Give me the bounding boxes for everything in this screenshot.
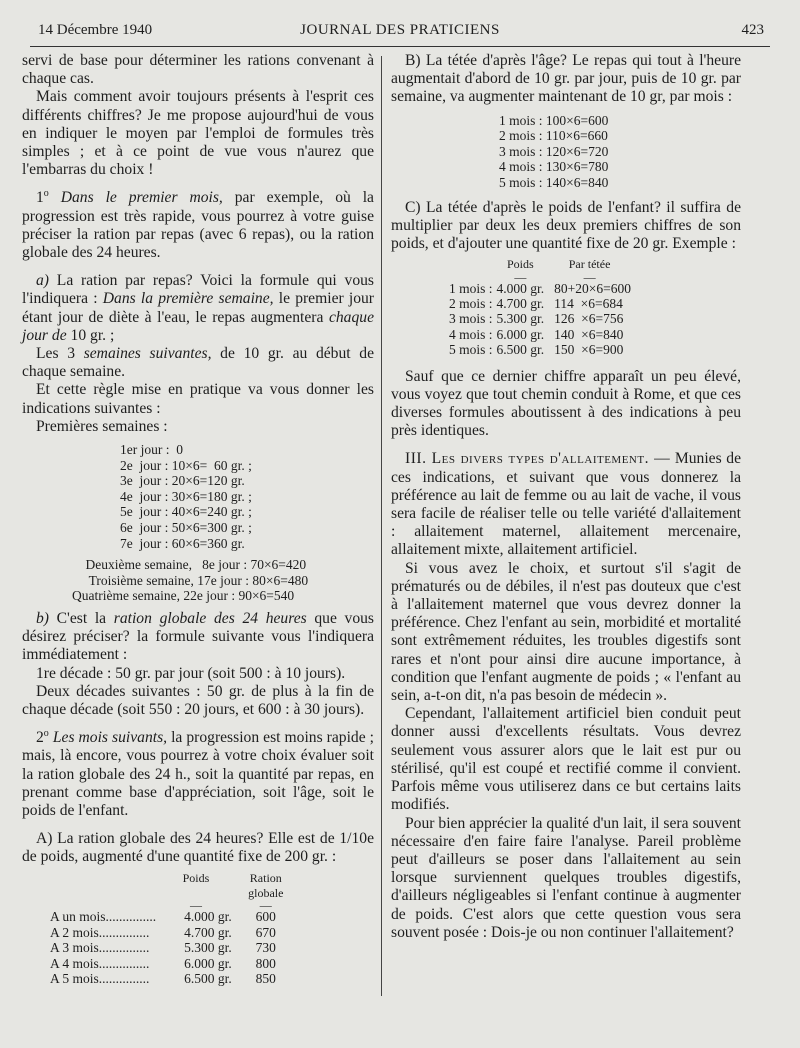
table-row: 5 mois : 6.500 gr. 150 ×6=900 (449, 342, 624, 358)
paragraph: A) La ration globale des 24 heures? Elle est de 1/10e de poids, augmenté d'une quantité fixe de 200 gr. : (22, 830, 374, 866)
table-row: A 5 mois............... 6.500 gr. 850 (50, 971, 276, 987)
left-column (22, 52, 374, 992)
list-item: 2 mois : 110×6=660 (499, 128, 608, 144)
table-header: Ration globale (248, 870, 284, 901)
table-row: A 2 mois............... 4.700 gr. 670 (50, 924, 276, 940)
paragraph: servi de base pour déterminer les rations convenant à chaque cas. (22, 52, 374, 88)
table-header (48, 871, 158, 902)
paragraph: B) La tétée d'après l'âge? Le repas qui tout à l'heure augmentait d'abord de 10 gr. par jour, puis de 10 gr. par semaine, va augmenter maintenant de 10 gr, par mois : (391, 52, 741, 106)
paragraph: 1$^o$ Dans le premier mois, par exemple, où la progression est très rapide, vous pourrez à votre guise préciser la ration par repas (avec 6 repas), ou la ration globale des 24 heures. (22, 188, 374, 262)
table-row: 2 mois : 4.700 gr. 114 ×6=684 (449, 296, 623, 311)
months-list (391, 113, 741, 191)
list-item: 5 mois : 140×6=840 (499, 174, 609, 190)
list-item: 1er jour : 0 (120, 442, 183, 458)
section-heading-paragraph: III. Les divers types d'allaitement. — Munies de ces indications, et suivant que vous donnerez la préférence au lait de femme ou au lait de vache, il vous sera facile de réaliser telle ou telle variété d'allaitement : allaitement maternel, allaitement mercenaire, allaitement mixte, allaitement artificiel. (391, 450, 741, 559)
days-list (22, 442, 374, 551)
list-item: 5e jour : 40×6=240 gr. ; (120, 504, 252, 520)
list-item: 4 mois : 130×6=780 (499, 159, 609, 175)
weeks-list (22, 557, 374, 604)
list-item: 7e jour : 60×6=360 gr. (120, 535, 245, 551)
list-item: 3e jour : 20×6=120 gr. (120, 473, 245, 489)
list-item: 4e jour : 30×6=180 gr. ; (120, 488, 252, 504)
list-item: 2e jour : 10×6= 60 gr. ; (120, 457, 252, 473)
paragraph: a) La ration par repas? Voici la formule qui vous l'indiquera : Dans la première semaine, le premier jour étant jour de diète à l'eau, le repas augmentera chaque jour de 10 gr. ; (22, 272, 374, 344)
right-column (391, 52, 741, 942)
table-row: 4 mois : 6.000 gr. 140 ×6=840 (449, 326, 624, 342)
paragraph: 1re décade : 50 gr. par jour (soit 500 : à 10 jours). (36, 664, 346, 682)
column-divider (381, 56, 382, 996)
paragraph: Pour bien apprécier la qualité d'un lait, il sera souvent nécessaire d'en faire faire l'analyse. Pareil problème peut d'ailleurs se poser dans l'allaitement au sein lorsque surviennent quelques troubles digestifs, d'ailleurs négligeables si l'enfant continue à augmenter de poids. C'est alors que cette question vous sera souvent posée : Dois-je ou non continuer l'allaitement? (391, 814, 741, 941)
table-header (447, 257, 495, 272)
list-item: Quatrième semaine, 22e jour : 90×6=540 (72, 588, 295, 604)
header-page-number: 423 (741, 22, 764, 38)
paragraph: Deux décades suivantes : 50 gr. de plus à la fin de chaque décade (soit 550 : 20 jours, et 600 : à 30 jours). (22, 682, 374, 719)
paragraph: Et cette règle mise en pratique va vous donner les indications suivantes : (22, 381, 374, 417)
table-header: Poids (506, 257, 534, 272)
list-item: Deuxième semaine, 8e jour : 70×6=420 (72, 557, 307, 573)
paragraph: Sauf que ce dernier chiffre apparaît un peu élevé, vous voyez que tout chemin conduit à Rome, et que ces diverses formules aboutissent à des indications à peu près identiques. (391, 367, 741, 440)
section-heading: III. Les divers types d'allaitement. — (405, 450, 671, 468)
ration-table: Poids Ration globale — — A un mois............... 4.000 gr. 600 A 2 mois............... 4.700 gr. 670 A 3 mois............... 5.300 gr. 730 A 4 mois............... 6.000 gr. 800 A 5 mois............... 6.500 gr. 850 (48, 871, 298, 987)
list-item: 6e jour : 50×6=300 gr. ; (120, 520, 252, 536)
paragraph: Premières semaines : (36, 417, 168, 435)
header-date: 14 Décembre 1940 (38, 22, 153, 38)
table-row: 1 mois : 4.000 gr. 80+20×6=600 (449, 280, 631, 296)
paragraph: C) La tétée d'après le poids de l'enfant? il suffira de multiplier par deux les deux premiers chiffres de son poids, et d'ajouter une quantité fixe de 20 gr. Exemple : (391, 198, 741, 252)
table-row: A 3 mois............... 5.300 gr. 730 (50, 940, 276, 956)
header-journal-title: JOURNAL DES PRATICIENS (300, 22, 500, 38)
list-item: 3 mois : 120×6=720 (499, 143, 609, 159)
table-row: A 4 mois............... 6.000 gr. 800 (50, 955, 276, 971)
table-row: 3 mois : 5.300 gr. 126 ×6=756 (449, 311, 624, 327)
page-header (30, 20, 770, 47)
list-item: 1 mois : 100×6=600 (499, 112, 609, 128)
table-header: Par tétée (568, 257, 611, 272)
paragraph: Cependant, l'allaitement artificiel bien conduit peut donner aussi d'excellents résultats. Vous devrez seulement vous assurer alors que le lait est pur ou stérilisé, qu'il est coupé et rectifié comme il convient. Parfois même vous utiliserez dans ce but certains laits modifiés. (391, 705, 741, 814)
table-header: Poids (182, 870, 210, 885)
paragraph: Mais comment avoir toujours présents à l'esprit ces différents chiffres? Je me propose aujourd'hui de vous en indiquer le moyen par l'emploi de formules très simples ; et à ce point de vue vous n'aurez que l'embarras du choix ! (22, 88, 374, 179)
list-item: Troisième semaine, 17e jour : 80×6=480 (72, 572, 309, 588)
paragraph: Si vous avez le choix, et surtout s'il s'agit de prématurés ou de débiles, il n'est pas douteux que c'est à l'allaitement maternel que vous devrez donner la préférence. Chez l'enfant au sein, morbidité et mortalité sont extrêmement réduites, les troubles digestifs sont rares et n'ont pour ainsi dire aucune importance, à condition que l'enfant augmente de poids ; « l'enfant au sein, a-t-on dit, n'a pas besoin de médecin ». (391, 559, 741, 705)
feeding-table: Poids Par tétée — — 1 mois : 4.000 gr. 80+20×6=600 2 mois : 4.700 gr. 114 ×6=684 3 mois : 5.300 gr. 126 ×6=756 4 mois : 6.000 gr. 140 ×6=840 5 mois : 6.500 gr. 150 ×6=900 (449, 257, 631, 358)
paragraph: 2$^o$ Les mois suivants, la progression est moins rapide ; mais, là encore, vous pourrez à votre choix évaluer soit la ration globale des 24 h., soit la quantité par repas, en prenant comme base d'appréciation, soit l'âge, soit le poids de l'enfant. (22, 728, 374, 820)
table-row: A un mois............... 4.000 gr. 600 (50, 909, 276, 925)
paragraph: b) C'est la ration globale des 24 heures que vous désirez préciser? la formule suivante vous l'indiquera immédiatement : (22, 610, 374, 664)
paragraph: Les 3 semaines suivantes, de 10 gr. au début de chaque semaine. (22, 345, 375, 381)
